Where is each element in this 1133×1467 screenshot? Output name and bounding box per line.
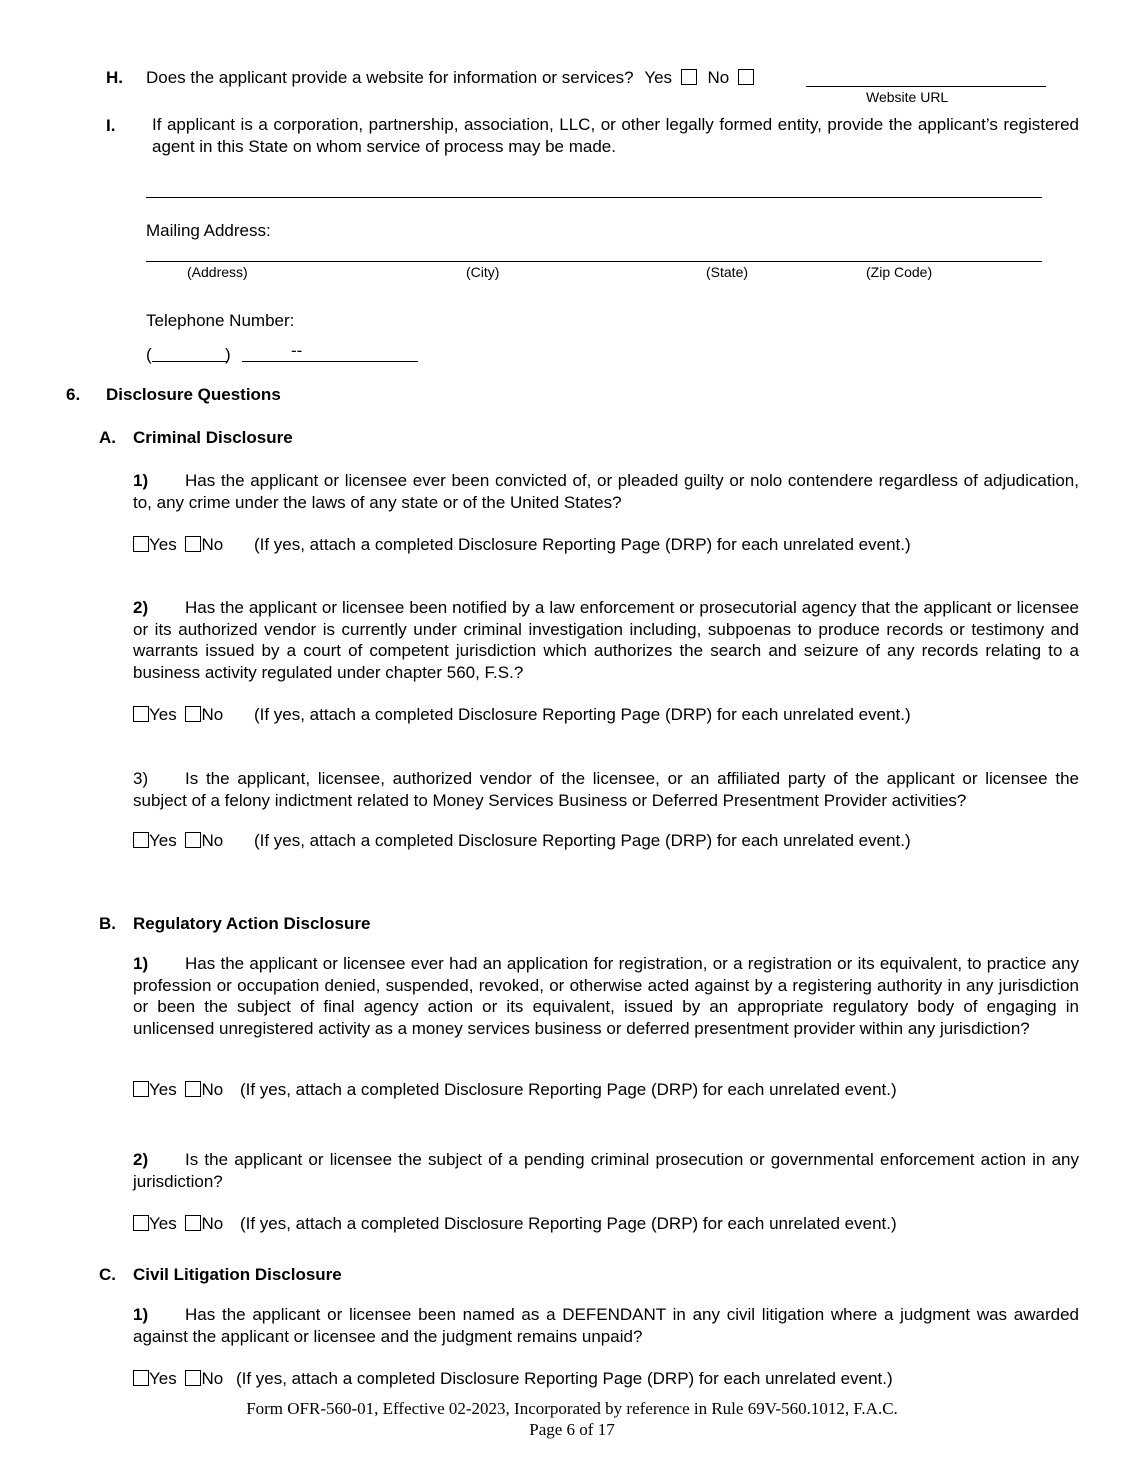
civil-q1 xyxy=(133,1304,1079,1347)
website-url-field[interactable] xyxy=(806,86,1046,87)
regulatory-q2-no-checkbox[interactable] xyxy=(185,1215,201,1231)
phone-dash: -- xyxy=(291,341,303,360)
civil-q1-text: Has the applicant or licensee been named as a DEFENDANT in any civil litigation where a judgment was awarded against the applicant or licensee and the judgment remains unpaid? xyxy=(133,1305,1079,1346)
drp-note: (If yes, attach a completed Disclosure Reporting Page (DRP) for each unrelated event.) xyxy=(239,1080,897,1099)
regulatory-q2-yes-checkbox[interactable] xyxy=(133,1215,149,1231)
section-h-question xyxy=(146,68,754,88)
civil-q1-yes-checkbox[interactable] xyxy=(133,1370,149,1386)
drp-note: (If yes, attach a completed Disclosure Reporting Page (DRP) for each unrelated event.) xyxy=(253,705,911,724)
mailing-address-label: Mailing Address: xyxy=(146,221,271,240)
footer-form-reference: Form OFR-560-01, Effective 02-2023, Incorporated by reference in Rule 69V-560.1012, F.A.C. xyxy=(246,1399,898,1418)
regulatory-q1-number: 1) xyxy=(133,954,149,973)
criminal-q3-answer xyxy=(133,831,911,851)
drp-note: (If yes, attach a completed Disclosure Reporting Page (DRP) for each unrelated event.) xyxy=(253,535,911,554)
website-yes-label: Yes xyxy=(644,68,673,87)
criminal-q1 xyxy=(133,470,1079,513)
criminal-q2-no-checkbox[interactable] xyxy=(185,706,201,722)
criminal-q1-number: 1) xyxy=(133,471,149,490)
zip-caption: (Zip Code) xyxy=(866,264,933,280)
website-yes-checkbox[interactable] xyxy=(681,69,697,85)
section-c-title: Civil Litigation Disclosure xyxy=(133,1265,342,1284)
phone-number-blank[interactable] xyxy=(242,361,418,362)
criminal-q2-text: Has the applicant or licensee been notified by a law enforcement or prosecutorial agency that the applicant or licensee or its authorized vendor is currently under criminal investigation including, subpoenas to produce records or testimony and warrants issued by a court of competent jurisdiction which authorizes the search and seizure of any records relating to a business activity regulated under chapter 560, F.S.? xyxy=(133,598,1079,682)
section-c-letter: C. xyxy=(99,1265,116,1284)
website-question-text: Does the applicant provide a website for information or services? xyxy=(146,68,634,87)
criminal-q2 xyxy=(133,597,1079,683)
section-a-letter: A. xyxy=(99,428,116,447)
criminal-q3-yes-checkbox[interactable] xyxy=(133,832,149,848)
no-label: No xyxy=(201,1369,224,1388)
section-b-letter: B. xyxy=(99,914,116,933)
footer-page-number: Page 6 of 17 xyxy=(529,1420,615,1439)
telephone-label: Telephone Number: xyxy=(146,311,295,330)
website-url-caption: Website URL xyxy=(866,89,949,105)
section-6-number: 6. xyxy=(66,385,81,404)
city-caption: (City) xyxy=(466,264,500,280)
phone-close-paren: ) xyxy=(225,345,231,364)
drp-note: (If yes, attach a completed Disclosure Reporting Page (DRP) for each unrelated event.) xyxy=(239,1214,897,1233)
yes-label: Yes xyxy=(149,535,177,554)
yes-label: Yes xyxy=(149,1369,177,1388)
section-6-title: Disclosure Questions xyxy=(106,385,281,404)
criminal-q1-answer xyxy=(133,535,911,555)
no-label: No xyxy=(201,535,224,554)
phone-open-paren: ( xyxy=(146,345,152,364)
no-label: No xyxy=(201,831,224,850)
criminal-q3-no-checkbox[interactable] xyxy=(185,832,201,848)
drp-note: (If yes, attach a completed Disclosure Reporting Page (DRP) for each unrelated event.) xyxy=(235,1369,893,1388)
telephone-field[interactable] xyxy=(146,341,426,365)
mailing-address-field[interactable] xyxy=(146,261,1042,262)
area-code-blank[interactable] xyxy=(152,361,228,362)
civil-q1-number: 1) xyxy=(133,1305,149,1324)
criminal-q2-yes-checkbox[interactable] xyxy=(133,706,149,722)
no-label: No xyxy=(201,705,224,724)
civil-q1-answer xyxy=(133,1369,893,1389)
website-no-checkbox[interactable] xyxy=(738,69,754,85)
regulatory-q2 xyxy=(133,1149,1079,1192)
regulatory-q1-text: Has the applicant or licensee ever had an application for registration, or a registration or its equivalent, to practice any profession or occupation denied, suspended, revoked, or otherwise acted against by a registering authority in any jurisdiction or been the subject of final agency action or its equivalent, issued by an appropriate regulatory body of engaging in unlicensed unregistered activity as a money services business or deferred presentment provider within any jurisdiction? xyxy=(133,954,1079,1038)
section-b-title: Regulatory Action Disclosure xyxy=(133,914,371,933)
criminal-q3-text: Is the applicant, licensee, authorized vendor of the licensee, or an affiliated party of the applicant or licensee the subject of a felony indictment related to Money Services Business or Deferred Presentment Provider activities? xyxy=(133,769,1079,810)
criminal-q1-text: Has the applicant or licensee ever been convicted of, or pleaded guilty or nolo contendere regardless of adjudication, to, any crime under the laws of any state or of the United States? xyxy=(133,471,1079,512)
civil-q1-no-checkbox[interactable] xyxy=(185,1370,201,1386)
regulatory-q2-number: 2) xyxy=(133,1150,149,1169)
state-caption: (State) xyxy=(706,264,749,280)
yes-label: Yes xyxy=(149,831,177,850)
address-caption: (Address) xyxy=(187,264,248,280)
criminal-q3 xyxy=(133,768,1079,811)
regulatory-q1-yes-checkbox[interactable] xyxy=(133,1081,149,1097)
section-i-letter: I. xyxy=(106,116,116,135)
registered-agent-name-field[interactable] xyxy=(146,197,1042,198)
regulatory-q1 xyxy=(133,953,1079,1039)
section-a-title: Criminal Disclosure xyxy=(133,428,293,447)
drp-note: (If yes, attach a completed Disclosure Reporting Page (DRP) for each unrelated event.) xyxy=(253,831,911,850)
no-label: No xyxy=(201,1214,224,1233)
criminal-q1-yes-checkbox[interactable] xyxy=(133,536,149,552)
registered-agent-question: If applicant is a corporation, partnership, association, LLC, or other legally formed entity, provide the applicant’s registered agent in this State on whom service of process may be made. xyxy=(152,115,1079,156)
yes-label: Yes xyxy=(149,1080,177,1099)
yes-label: Yes xyxy=(149,705,177,724)
yes-label: Yes xyxy=(149,1214,177,1233)
regulatory-q2-answer xyxy=(133,1214,897,1234)
criminal-q2-answer xyxy=(133,705,911,725)
no-label: No xyxy=(201,1080,224,1099)
criminal-q3-number: 3) xyxy=(133,769,149,788)
section-h-letter: H. xyxy=(106,68,123,87)
website-no-label: No xyxy=(707,68,730,87)
criminal-q2-number: 2) xyxy=(133,598,149,617)
criminal-q1-no-checkbox[interactable] xyxy=(185,536,201,552)
regulatory-q2-text: Is the applicant or licensee the subject of a pending criminal prosecution or governmental enforcement action in any jurisdiction? xyxy=(133,1150,1079,1191)
regulatory-q1-no-checkbox[interactable] xyxy=(185,1081,201,1097)
regulatory-q1-answer xyxy=(133,1080,897,1100)
